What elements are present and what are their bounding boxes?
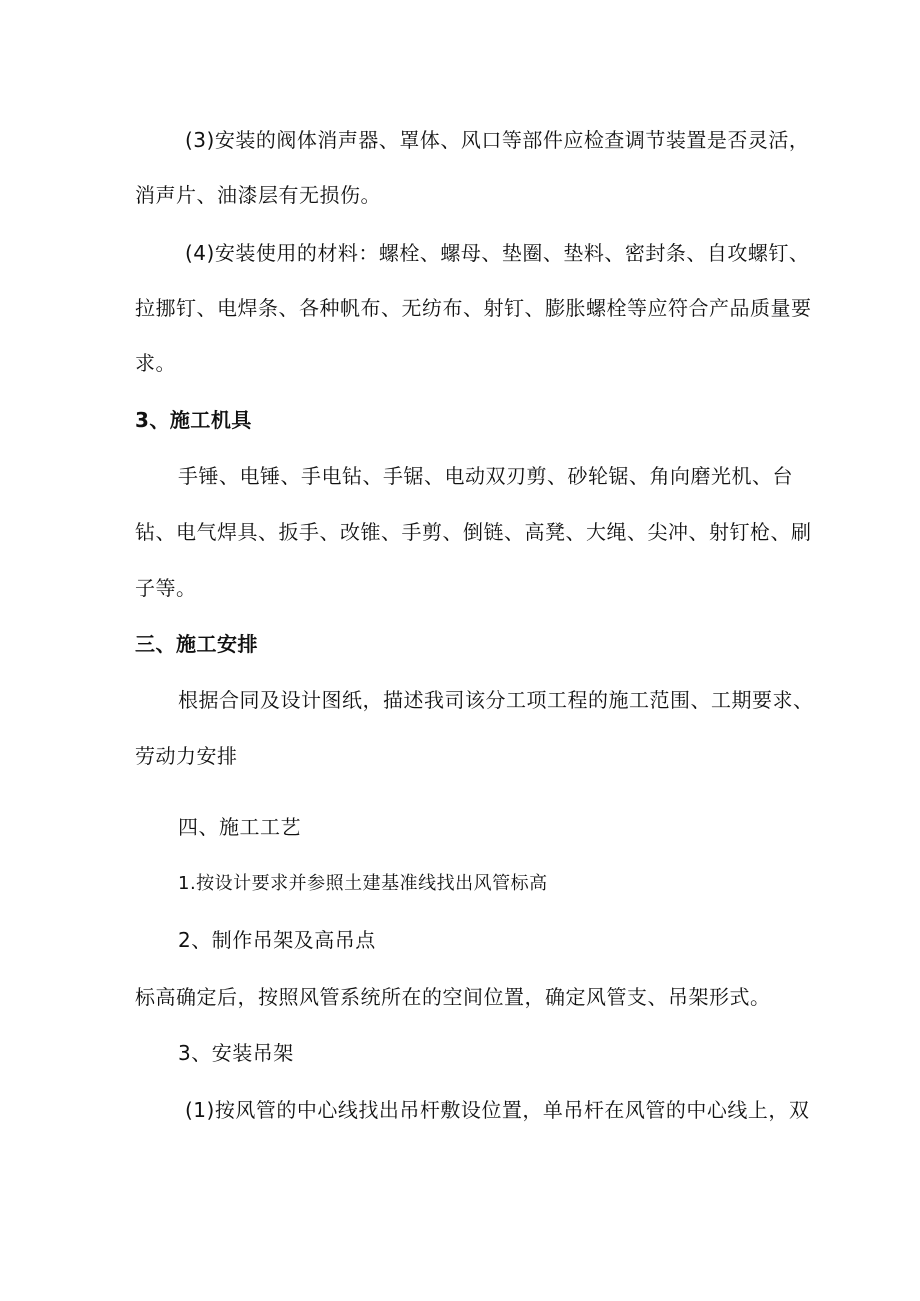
step2-heading: 2、制作吊架及高吊点 bbox=[178, 928, 376, 952]
arrangement-line1: 根据合同及设计图纸，描述我司该分工项工程的施工范围、工期要求、 bbox=[178, 688, 814, 712]
chapter-heading-process: 四、施工工艺 bbox=[178, 815, 301, 839]
step1-text: 1.按设计要求并参照土建基准线找出风管标高 bbox=[178, 873, 548, 894]
section-heading-tools: 3、施工机具 bbox=[135, 408, 252, 432]
item4-line2: 拉挪钉、电焊条、各种帆布、无纺布、射钉、膨胀螺栓等应符合产品质量要 bbox=[135, 296, 812, 320]
item3-line1: (3)安装的阀体消声器、罩体、风口等部件应检查调节装置是否灵活， bbox=[185, 128, 810, 152]
arrangement-line2: 劳动力安排 bbox=[135, 744, 238, 768]
step3-heading: 3、安装吊架 bbox=[178, 1041, 294, 1065]
chapter-heading-arrangement: 三、施工安排 bbox=[135, 632, 258, 656]
tools-line1: 手锤、电锤、手电钻、手锯、电动双刃剪、砂轮锯、角向磨光机、台 bbox=[178, 464, 793, 488]
step3-item1-line1: (1)按风管的中心线找出吊杆敷设位置，单吊杆在风管的中心线上，双 bbox=[185, 1098, 810, 1122]
item4-line3: 求。 bbox=[135, 351, 176, 375]
tools-line2: 钻、电气焊具、扳手、改锥、手剪、倒链、高凳、大绳、尖冲、射钉枪、刷 bbox=[135, 520, 812, 544]
item4-line1: (4)安装使用的材料：螺栓、螺母、垫圈、垫料、密封条、自攻螺钉、 bbox=[185, 241, 810, 265]
tools-line3: 子等。 bbox=[135, 576, 197, 600]
item3-line2: 消声片、油漆层有无损伤。 bbox=[135, 183, 381, 207]
step2-text: 标高确定后，按照风管系统所在的空间位置，确定风管支、吊架形式。 bbox=[135, 985, 771, 1009]
